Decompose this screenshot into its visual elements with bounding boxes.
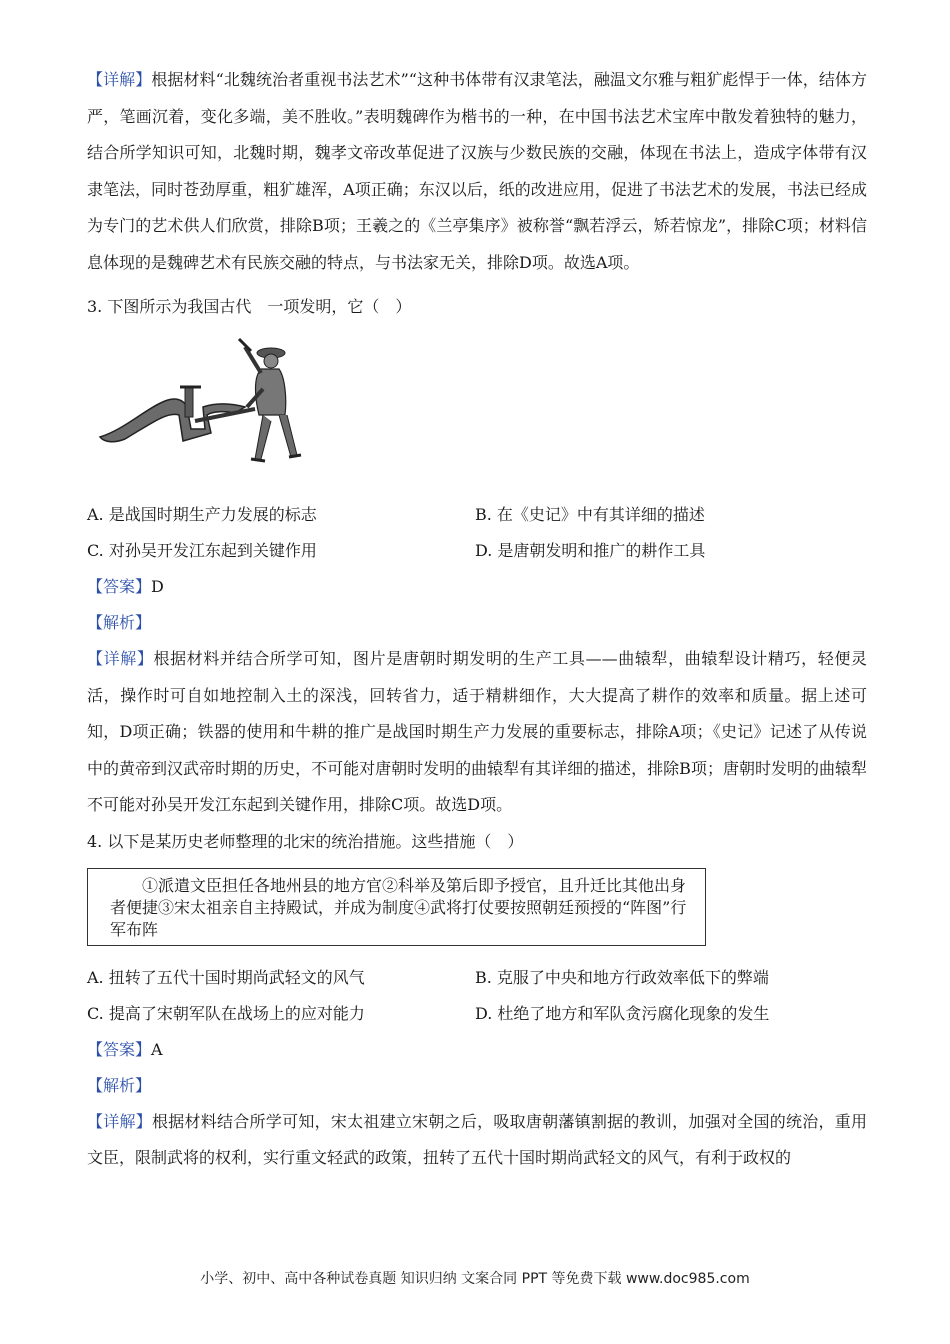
option-c: C. 提高了宋朝军队在战场上的应对能力 <box>87 1003 365 1023</box>
analysis-label: 【解析】 <box>87 1075 152 1095</box>
option-b: B. 在《史记》中有其详细的描述 <box>475 505 705 524</box>
q3-detail <box>87 641 867 824</box>
detail-label: 【详解】 <box>87 649 154 668</box>
analysis-label: 【解析】 <box>87 613 152 632</box>
option-a: A. 扭转了五代十国时期尚武轻文的风气 <box>87 967 365 987</box>
q4-analysis-label <box>87 1068 867 1104</box>
detail-label: 【详解】 <box>87 70 152 89</box>
page-footer: 小学、初中、高中各种试卷真题 知识归纳 文案合同 PPT 等免费下载 www.doc985.com <box>200 1271 750 1287</box>
plow-icon <box>95 329 305 489</box>
q4-options <box>87 960 867 1032</box>
detail-text: 根据材料结合所学可知，宋太祖建立宋朝之后，吸取唐朝藩镇割据的教训，加强对全国的统治，重用文臣，限制武将的权利，实行重文轻武的政策，扭转了五代十国时期尚武轻文的风气，有利于政权的 <box>87 1111 867 1167</box>
q4-stem: 4. 以下是某历史老师整理的北宋的统治措施。这些措施（ ） <box>87 831 524 851</box>
q3-options <box>87 497 867 569</box>
material-text: ①派遣文臣担任各地州县的地方官②科举及第后即予授官，且升迁比其他出身者便捷③宋太祖亲自主持殿试，并成为制度④武将打仗要按照朝廷预授的“阵图”行军布阵 <box>110 875 687 939</box>
q4-detail <box>87 1104 867 1177</box>
q3-analysis-label <box>87 605 867 641</box>
option-a: A. 是战国时期生产力发展的标志 <box>87 505 317 524</box>
detail-label: 【详解】 <box>87 1111 153 1131</box>
option-d: D. 杜绝了地方和军队贪污腐化现象的发生 <box>475 1003 770 1023</box>
answer-label: 【答案】 <box>87 577 152 596</box>
q2-detail <box>87 62 867 281</box>
answer-label: 【答案】 <box>87 1039 152 1059</box>
answer-value: D <box>151 577 164 596</box>
q3-stem: 3. 下图所示为我国古代 一项发明，它（ ） <box>87 297 412 316</box>
page-content <box>87 62 867 1177</box>
option-b: B. 克服了中央和地方行政效率低下的弊端 <box>475 967 769 987</box>
q3-answer <box>87 569 867 605</box>
q4-material-box <box>87 868 706 946</box>
curved-shaft-plow-illustration <box>87 325 867 497</box>
answer-value: A <box>151 1039 163 1059</box>
option-c: C. 对孙吴开发江东起到关键作用 <box>87 541 317 560</box>
q4-answer <box>87 1032 867 1068</box>
option-d: D. 是唐朝发明和推广的耕作工具 <box>475 541 706 560</box>
detail-text: 根据材料“北魏统治者重视书法艺术”“这种书体带有汉隶笔法，融温文尔雅与粗犷彪悍于一体，结体方严，笔画沉着，变化多端，美不胜收。”表明魏碑作为楷书的一种，在中国书法艺术宝库中散发着独特的魅力，结合所学知识可知，北魏时期，魏孝文帝改革促进了汉族与少数民族的交融，体现在书法上，造成字体带有汉隶笔法，同时苍劲厚重，粗犷雄浑，A项正确；东汉以后，纸的改进应用，促进了书法艺术的发展，书法已经成为专门的艺术供人们欣赏，排除B项；王羲之的《兰亭集序》被称誉“飘若浮云，矫若惊龙”，排除C项；材料信息体现的是魏碑艺术有民族交融的特点，与书法家无关，排除D项。故选A项。 <box>87 70 867 272</box>
detail-text: 根据材料并结合所学可知，图片是唐朝时期发明的生产工具——曲辕犁，曲辕犁设计精巧，轻便灵活，操作时可自如地控制入土的深浅，回转省力，适于精耕细作，大大提高了耕作的效率和质量。据上述可知，D项正确；铁器的使用和牛耕的推广是战国时期生产力发展的重要标志，排除A项；《史记》记述了从传说中的黄帝到汉武帝时期的历史，不可能对唐朝时发明的曲辕犁有其详细的描述，排除B项；唐朝时发明的曲辕犁不可能对孙吴开发江东起到关键作用，排除C项。故选D项。 <box>87 649 867 814</box>
